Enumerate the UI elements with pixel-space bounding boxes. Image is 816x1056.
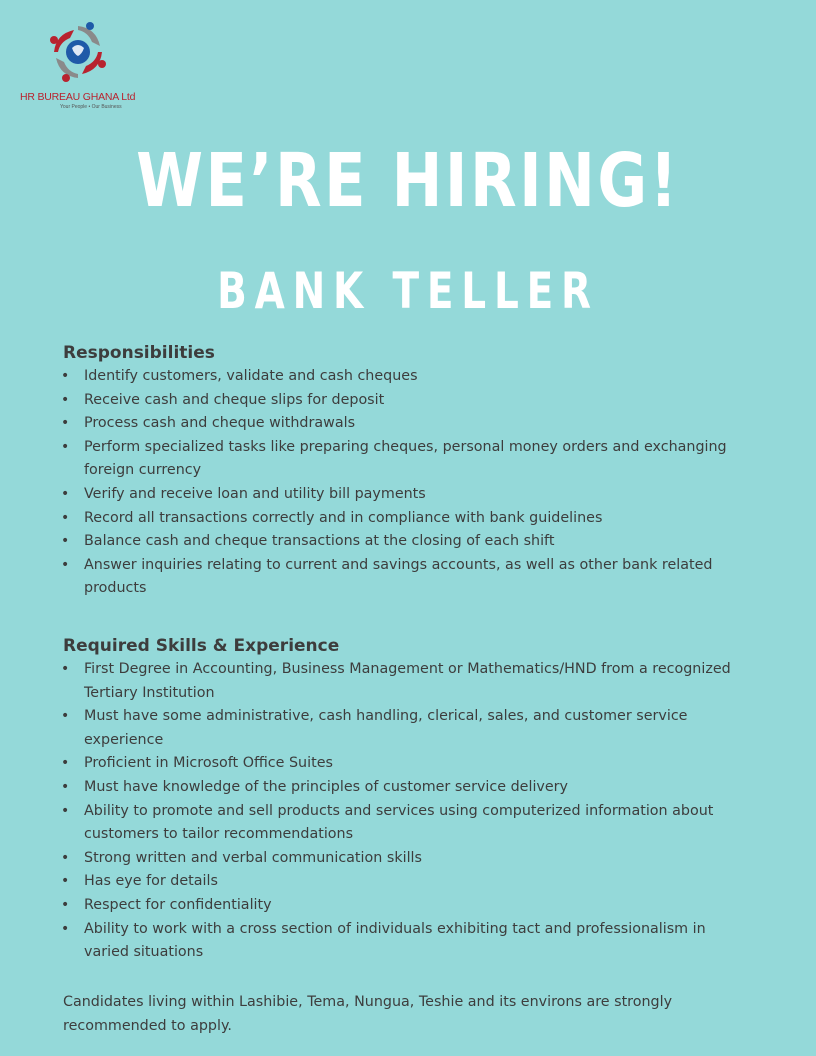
list-item <box>63 894 753 918</box>
list-item-text: Perform specialized tasks like preparing cheques, personal money orders and exchanging foreign currency <box>84 438 727 479</box>
bullet-icon: • <box>61 509 70 526</box>
list-item-text: Answer inquiries relating to current and savings accounts, as well as other bank related products <box>84 556 713 597</box>
list-item-text: Record all transactions correctly and in compliance with bank guidelines <box>84 509 603 526</box>
bullet-icon: • <box>61 368 70 384</box>
company-logo <box>18 18 138 113</box>
list-item <box>63 483 753 507</box>
list-item-text: Proficient in Microsoft Office Suites <box>84 755 333 772</box>
bullet-icon: • <box>61 755 70 772</box>
list-item-text: Receive cash and cheque slips for deposit <box>84 391 385 408</box>
list-item <box>63 918 753 965</box>
list-item-text: Respect for confidentiality <box>84 896 272 913</box>
skills-list <box>63 658 753 965</box>
bullet-icon: • <box>61 896 70 913</box>
list-item <box>63 436 753 483</box>
bullet-icon: • <box>61 415 70 432</box>
list-item <box>63 412 753 436</box>
responsibilities-heading: Responsibilities <box>63 343 215 363</box>
responsibilities-section <box>63 343 753 601</box>
logo-emblem-icon <box>44 18 112 86</box>
list-item <box>63 365 753 389</box>
list-item-text: Identify customers, validate and cash cheques <box>84 368 418 384</box>
bullet-icon: • <box>61 556 70 573</box>
list-item-text: Balance cash and cheque transactions at the closing of each shift <box>84 533 555 550</box>
list-item-text: Must have some administrative, cash handling, clerical, sales, and customer service experience <box>84 708 688 748</box>
list-item-text: Ability to work with a cross section of individuals exhibiting tact and professionalism in varied situations <box>84 920 706 961</box>
logo-company-name: HR BUREAU GHANA Ltd <box>20 91 136 103</box>
bullet-icon: • <box>61 920 70 937</box>
bullet-icon: • <box>61 873 70 890</box>
list-item-text: Ability to promote and sell products and services using computerized information about customers to tailor recommendations <box>84 802 714 843</box>
list-item <box>63 705 753 752</box>
list-item <box>63 776 753 800</box>
bullet-icon: • <box>61 485 70 502</box>
bullet-icon: • <box>61 849 70 866</box>
list-item-text: Strong written and verbal communication skills <box>84 849 422 866</box>
list-item <box>63 554 753 601</box>
skills-section <box>63 636 753 965</box>
list-item <box>63 800 753 847</box>
list-item-text: Must have knowledge of the principles of customer service delivery <box>84 778 569 795</box>
list-item-text: Process cash and cheque withdrawals <box>84 415 356 432</box>
skills-heading: Required Skills & Experience <box>63 636 340 656</box>
job-title: BANK TELLER <box>217 262 599 320</box>
bullet-icon: • <box>61 778 70 795</box>
list-item <box>63 847 753 871</box>
list-item <box>63 870 753 894</box>
list-item-text: Verify and receive loan and utility bill payments <box>84 485 426 502</box>
bullet-icon: • <box>61 708 70 725</box>
logo-tagline: Your People • Our Business <box>60 104 122 110</box>
bullet-icon: • <box>61 802 70 819</box>
list-item <box>63 658 753 705</box>
list-item-text: First Degree in Accounting, Business Management or Mathematics/HND from a recognized Tertiary Institution <box>84 661 731 701</box>
list-item <box>63 530 753 554</box>
bullet-icon: • <box>61 391 70 408</box>
list-item <box>63 389 753 413</box>
hiring-headline: WE’RE HIRING! <box>136 138 680 224</box>
list-item <box>63 752 753 776</box>
responsibilities-list <box>63 365 753 601</box>
list-item <box>63 507 753 531</box>
bullet-icon: • <box>61 661 70 677</box>
bullet-icon: • <box>61 438 70 455</box>
closing-note: Candidates living within Lashibie, Tema, Nungua, Teshie and its environs are strongly recommended to apply. <box>63 994 673 1034</box>
list-item-text: Has eye for details <box>84 873 218 890</box>
bullet-icon: • <box>61 533 70 550</box>
